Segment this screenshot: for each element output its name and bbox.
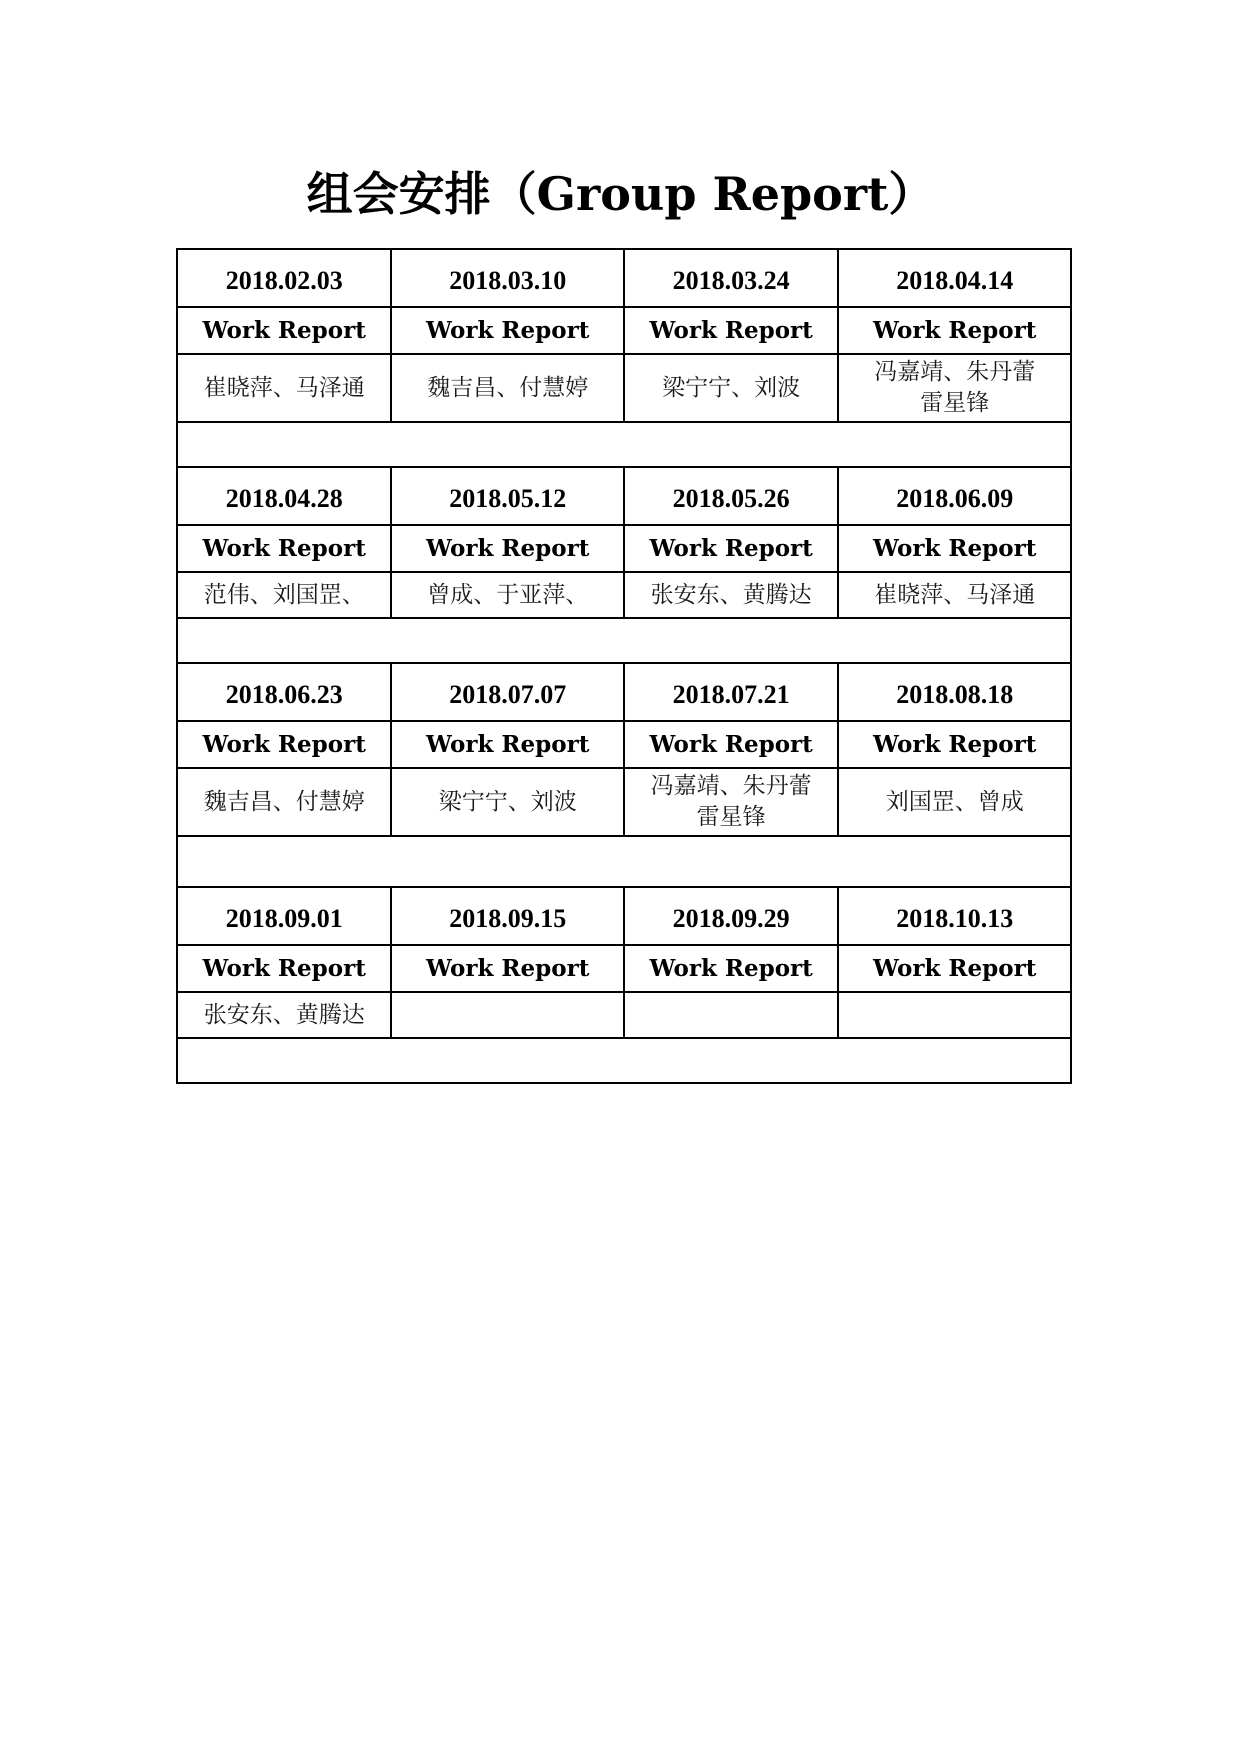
report-type-cell: Work Report: [624, 945, 838, 992]
spacer-cell: [177, 422, 1071, 467]
date-cell: 2018.09.29: [624, 887, 838, 945]
presenters-row: [177, 354, 1071, 422]
date-row: [177, 249, 1071, 307]
page-title: 组会安排（Group Report）: [306, 167, 935, 221]
report-type-cell: Work Report: [177, 525, 391, 572]
report-type-cell: Work Report: [391, 945, 624, 992]
presenters-cell: 张安东、黄腾达: [624, 572, 838, 618]
date-cell: 2018.03.24: [624, 249, 838, 307]
report-type-cell: Work Report: [177, 721, 391, 768]
report-type-cell: Work Report: [838, 721, 1071, 768]
report-type-cell: Work Report: [624, 525, 838, 572]
date-row: [177, 467, 1071, 525]
spacer-row: [177, 836, 1071, 887]
presenters-cell: 张安东、黄腾达: [177, 992, 391, 1038]
report-type-cell: Work Report: [624, 307, 838, 354]
date-row: [177, 663, 1071, 721]
presenters-row: [177, 992, 1071, 1038]
label-row: [177, 721, 1071, 768]
spacer-cell: [177, 1038, 1071, 1083]
presenters-cell: 崔晓萍、马泽通: [177, 354, 391, 422]
date-cell: 2018.07.21: [624, 663, 838, 721]
date-cell: 2018.07.07: [391, 663, 624, 721]
label-row: [177, 525, 1071, 572]
presenters-cell: 魏吉昌、付慧婷: [177, 768, 391, 836]
presenters-cell: 梁宁宁、刘波: [624, 354, 838, 422]
report-type-cell: Work Report: [838, 945, 1071, 992]
label-row: [177, 945, 1071, 992]
report-type-cell: Work Report: [838, 307, 1071, 354]
presenters-cell: [624, 992, 838, 1038]
spacer-cell: [177, 618, 1071, 663]
spacer-row: [177, 422, 1071, 467]
date-cell: 2018.09.01: [177, 887, 391, 945]
presenters-cell: [391, 992, 624, 1038]
report-type-cell: Work Report: [177, 945, 391, 992]
date-cell: 2018.05.12: [391, 467, 624, 525]
report-type-cell: Work Report: [177, 307, 391, 354]
presenters-cell: 梁宁宁、刘波: [391, 768, 624, 836]
report-type-cell: Work Report: [391, 721, 624, 768]
date-cell: 2018.09.15: [391, 887, 624, 945]
date-row: [177, 887, 1071, 945]
date-cell: 2018.06.23: [177, 663, 391, 721]
group-report-schedule-table: [176, 248, 1072, 1084]
date-cell: 2018.10.13: [838, 887, 1071, 945]
date-cell: 2018.02.03: [177, 249, 391, 307]
presenters-cell: 冯嘉靖、朱丹蕾 雷星锋: [838, 354, 1071, 422]
date-cell: 2018.04.28: [177, 467, 391, 525]
spacer-row: [177, 618, 1071, 663]
spacer-row: [177, 1038, 1071, 1083]
label-row: [177, 307, 1071, 354]
date-cell: 2018.03.10: [391, 249, 624, 307]
spacer-cell: [177, 836, 1071, 887]
presenters-row: [177, 768, 1071, 836]
date-cell: 2018.08.18: [838, 663, 1071, 721]
report-type-cell: Work Report: [624, 721, 838, 768]
report-type-cell: Work Report: [391, 307, 624, 354]
presenters-cell: 魏吉昌、付慧婷: [391, 354, 624, 422]
presenters-cell: 冯嘉靖、朱丹蕾 雷星锋: [624, 768, 838, 836]
date-cell: 2018.04.14: [838, 249, 1071, 307]
presenters-cell: [838, 992, 1071, 1038]
report-type-cell: Work Report: [391, 525, 624, 572]
date-cell: 2018.05.26: [624, 467, 838, 525]
date-cell: 2018.06.09: [838, 467, 1071, 525]
report-type-cell: Work Report: [838, 525, 1071, 572]
presenters-cell: 范伟、刘国罡、: [177, 572, 391, 618]
presenters-cell: 崔晓萍、马泽通: [838, 572, 1071, 618]
presenters-cell: 曾成、于亚萍、: [391, 572, 624, 618]
presenters-row: [177, 572, 1071, 618]
presenters-cell: 刘国罡、曾成: [838, 768, 1071, 836]
